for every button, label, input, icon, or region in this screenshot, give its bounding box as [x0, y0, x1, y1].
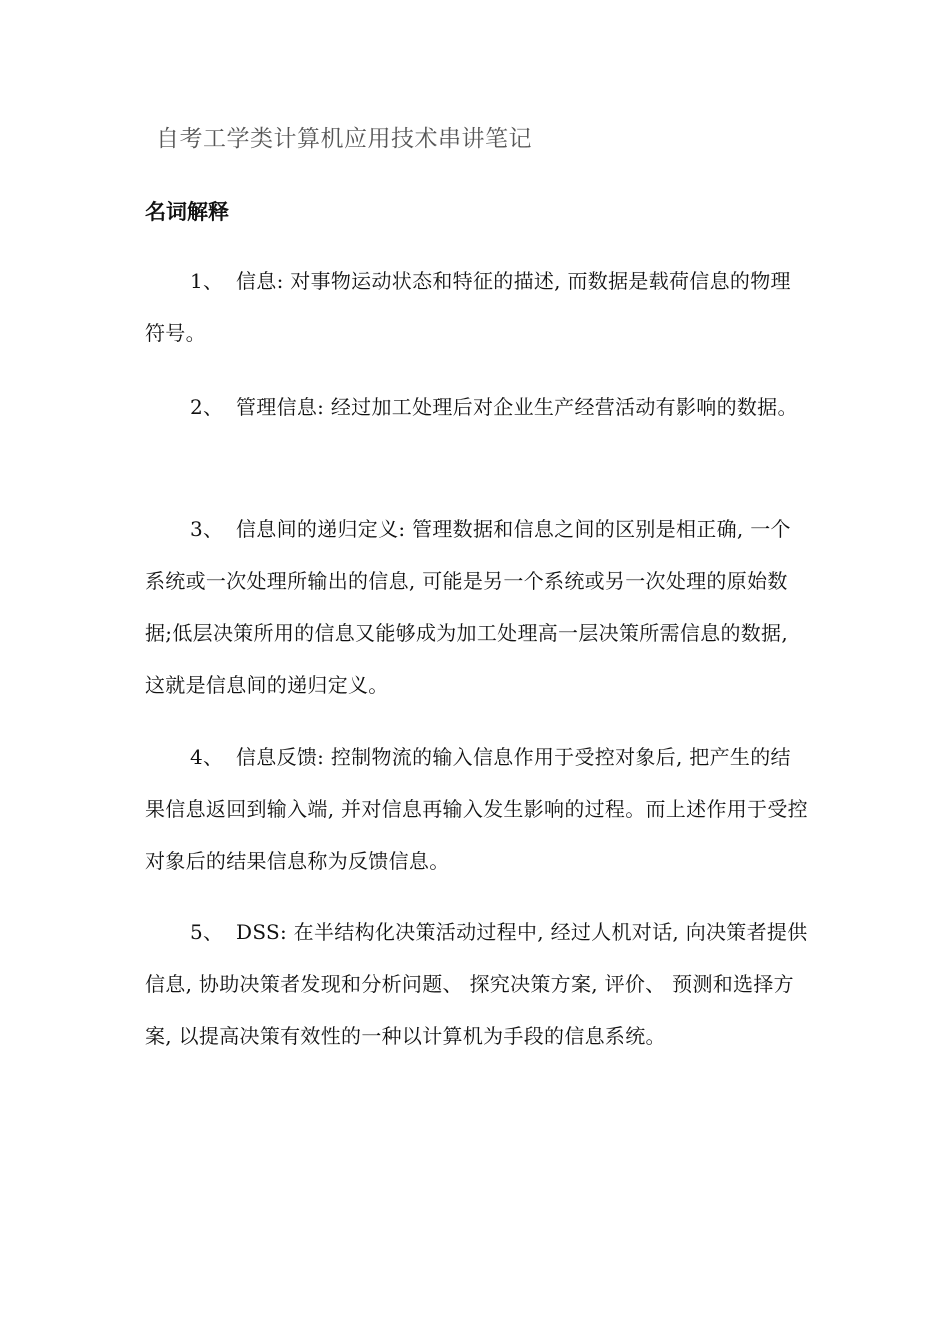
item-text: 管理信息: 经过加工处理后对企业生产经营活动有影响的数据。: [229, 395, 798, 419]
item-number: 3、: [190, 517, 224, 541]
definition-item-1: [145, 255, 810, 359]
item-text: 信息: 对事物运动状态和特征的描述, 而数据是载荷信息的物理符号。: [145, 269, 791, 345]
definition-item-3: [145, 503, 810, 711]
item-number: 1、: [190, 269, 224, 293]
definition-item-4: [145, 731, 810, 887]
item-text: 信息间的递归定义: 管理数据和信息之间的区别是相正确, 一个系统或一次处理所输出的信息, 可能是另一个系统或另一次处理的原始数据;低层决策所用的信息又能够成为加工处理高一层决策所需信息的数据, 这就是信息间的递归定义。: [145, 517, 791, 697]
document-title: 自考工学类计算机应用技术串讲笔记: [156, 126, 532, 152]
item-number: 2、: [190, 395, 224, 419]
item-number: 5、: [190, 920, 224, 944]
definition-item-2: [145, 381, 810, 433]
definition-item-5: [145, 906, 810, 1062]
item-text: 信息反馈: 控制物流的输入信息作用于受控对象后, 把产生的结果信息返回到输入端, 并对信息再输入发生影响的过程。而上述作用于受控对象后的结果信息称为反馈信息。: [145, 745, 808, 873]
item-number: 4、: [190, 745, 224, 769]
section-heading: 名词解释: [145, 200, 229, 224]
item-text: DSS: 在半结构化决策活动过程中, 经过人机对话, 向决策者提供信息, 协助决策者发现和分析问题、 探究决策方案, 评价、 预测和选择方案, 以提高决策有效性的一种以计算机为手段的信息系统。: [145, 920, 808, 1048]
